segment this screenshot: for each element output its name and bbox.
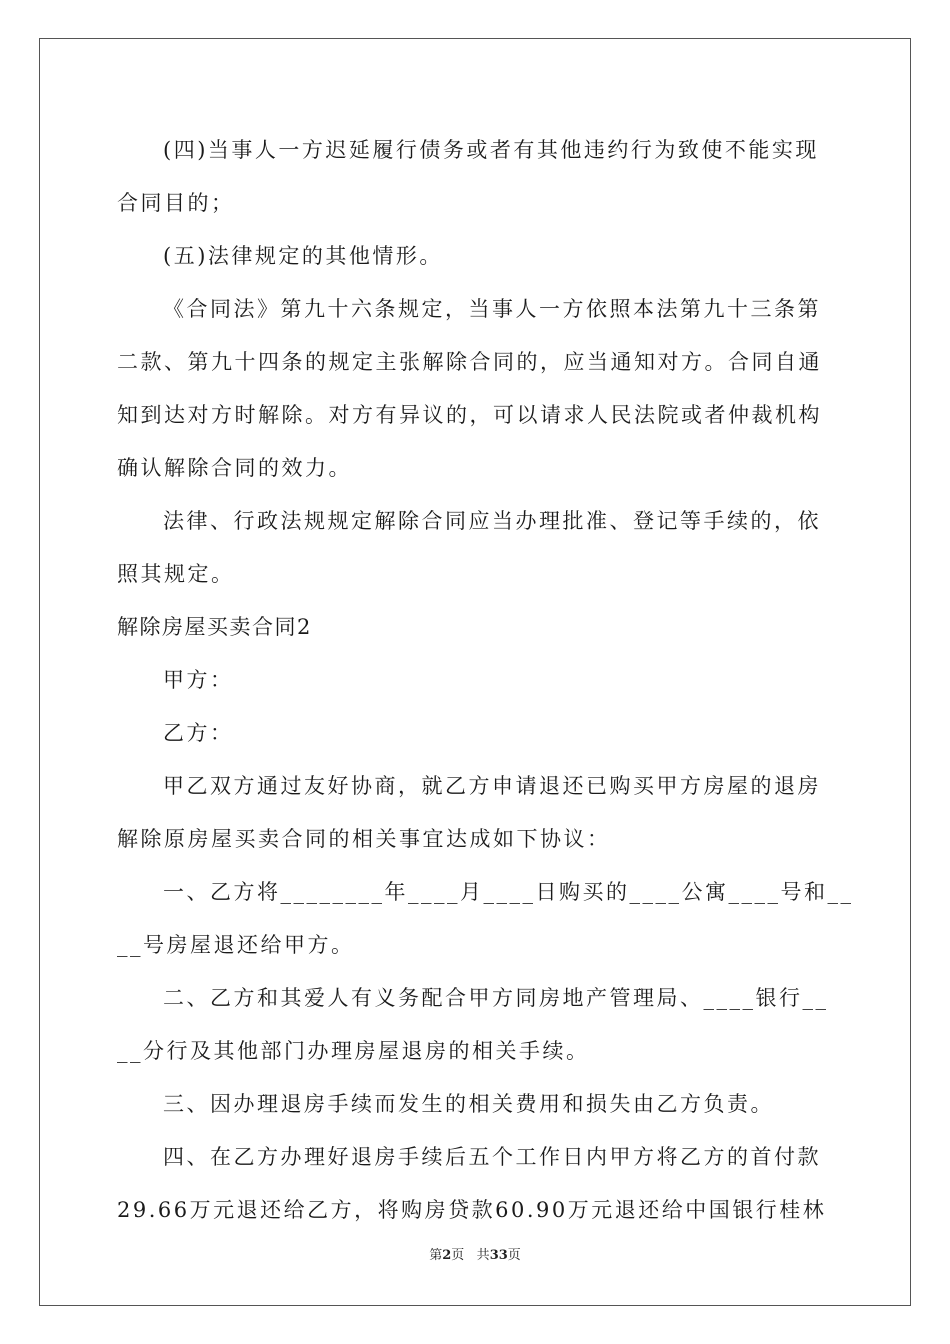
total-suffix: 页 [507,1248,521,1263]
clause-line: 三、因办理退房手续而发生的相关费用和损失由乙方负责。 [163,1092,774,1116]
clause-line: 二、乙方和其爱人有义务配合甲方同房地产管理局、____银行__ [163,986,829,1010]
paragraph-line: 合同目的； [117,191,235,215]
total-pages: 33 [489,1248,508,1263]
clause-line: 四、在乙方办理好退房手续后五个工作日内甲方将乙方的首付款 [163,1145,821,1169]
document-body [117,124,854,1237]
paragraph-line: 二款、第九十四条的规定主张解除合同的，应当通知对方。合同自通 [117,350,822,374]
paragraph-line: 甲乙双方通过友好协商，就乙方申请退还已购买甲方房屋的退房 [163,774,821,798]
paragraph-line: (五)法律规定的其他情形。 [163,244,443,268]
page-footer [0,1248,950,1264]
paragraph-line: 知到达对方时解除。对方有异议的，可以请求人民法院或者仲裁机构 [117,403,822,427]
clause-line: 29.66万元退还给乙方，将购房贷款60.90万元退还给中国银行桂林 [117,1198,827,1222]
total-prefix: 共 [476,1248,490,1263]
page-suffix: 页 [451,1248,465,1263]
paragraph-line: 《合同法》第九十六条规定，当事人一方依照本法第九十三条第 [163,297,821,321]
clause-line: 一、乙方将________年____月____日购买的____公寓____号和__ [163,880,854,904]
paragraph-line: 法律、行政法规规定解除合同应当办理批准、登记等手续的，依 [163,509,821,533]
paragraph-line: (四)当事人一方迟延履行债务或者有其他违约行为致使不能实现 [163,138,819,162]
party-b-line: 乙方： [163,721,234,745]
party-a-line: 甲方： [163,668,234,692]
paragraph-line: 解除原房屋买卖合同的相关事宜达成如下协议： [117,827,611,851]
clause-line: __号房屋退还给甲方。 [117,933,355,957]
section-heading: 解除房屋买卖合同2 [117,615,312,639]
paragraph-line: 照其规定。 [117,562,235,586]
page-number: 2 [442,1248,452,1263]
page-prefix: 第 [429,1248,443,1263]
clause-line: __分行及其他部门办理房屋退房的相关手续。 [117,1039,590,1063]
paragraph-line: 确认解除合同的效力。 [117,456,352,480]
